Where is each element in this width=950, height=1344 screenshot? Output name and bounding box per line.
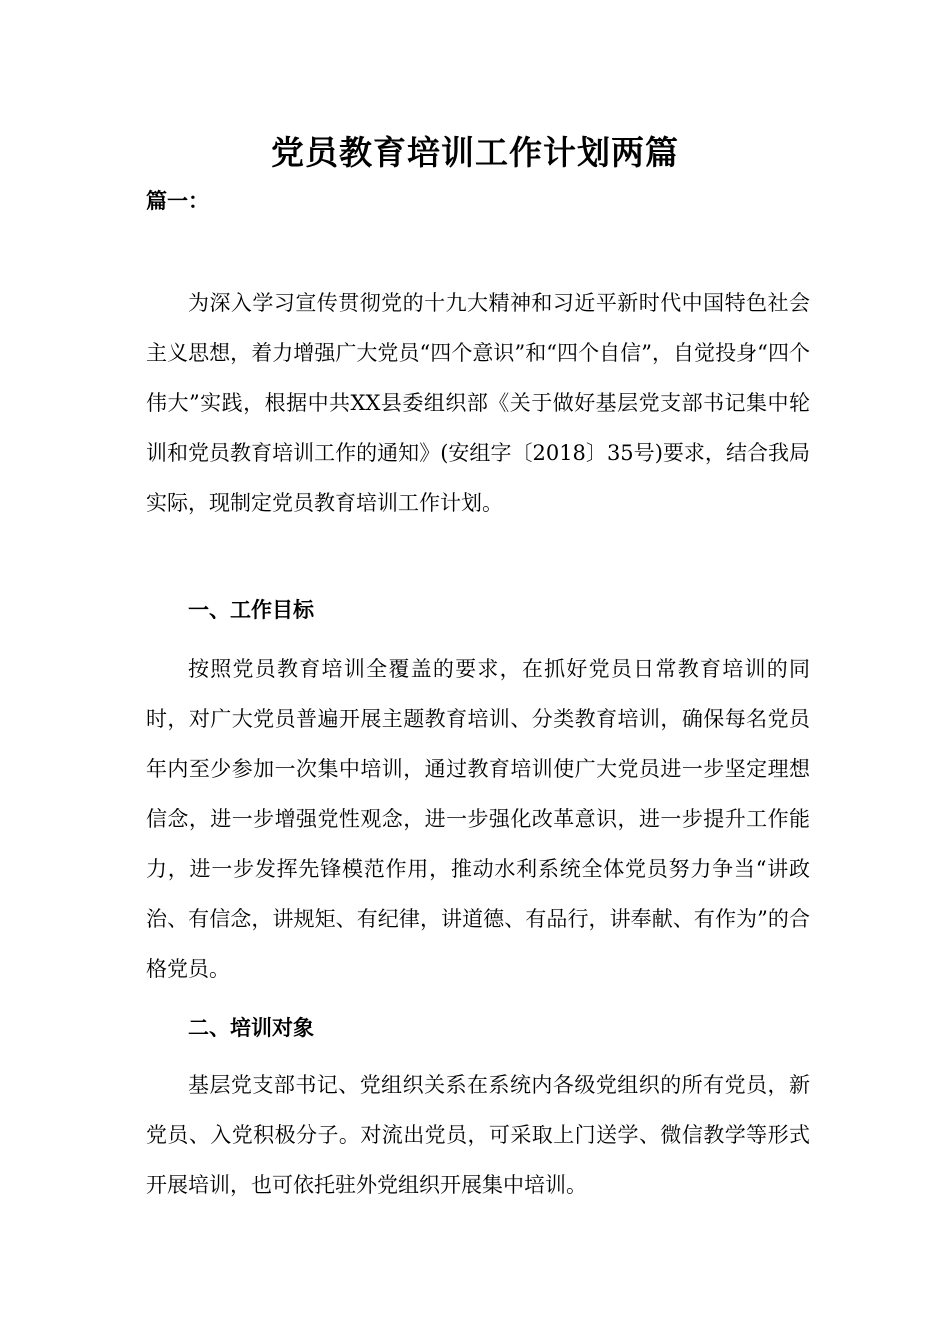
section-body-trainees: 基层党支部书记、党组织关系在系统内各级党组织的所有党员，新党员、入党积极分子。对流出党员，可采取上门送学、微信教学等形式开展培训，也可依托驻外党组织开展集中培训。 [146, 1073, 810, 1197]
part-label: 篇一： [146, 188, 209, 213]
intro-paragraph: 为深入学习宣传贯彻党的十九大精神和习近平新时代中国特色社会主义思想，着力增强广大党员“四个意识”和“四个自信”，自觉投身“四个伟大”实践，根据中共XX县委组织部《关于做好基层党支部书记集中轮训和党员教育培训工作的通知》(安组字〔2018〕35号)要求，结合我局实际，现制定党员教育培训工作计划。 [146, 291, 810, 515]
section-body-goals: 按照党员教育培训全覆盖的要求，在抓好党员日常教育培训的同时，对广大党员普遍开展主题教育培训、分类教育培训，确保每名党员年内至少参加一次集中培训，通过教育培训使广大党员进一步坚定理想信念，进一步增强党性观念，进一步强化改革意识，进一步提升工作能力，进一步发挥先锋模范作用，推动水利系统全体党员努力争当“讲政治、有信念，讲规矩、有纪律，讲道德、有品行，讲奉献、有作为”的合格党员。 [146, 657, 810, 981]
document-title: 党员教育培训工作计划两篇 [271, 133, 679, 172]
section-heading-goals: 一、工作目标 [188, 597, 314, 622]
section-heading-trainees: 二、培训对象 [188, 1015, 314, 1040]
